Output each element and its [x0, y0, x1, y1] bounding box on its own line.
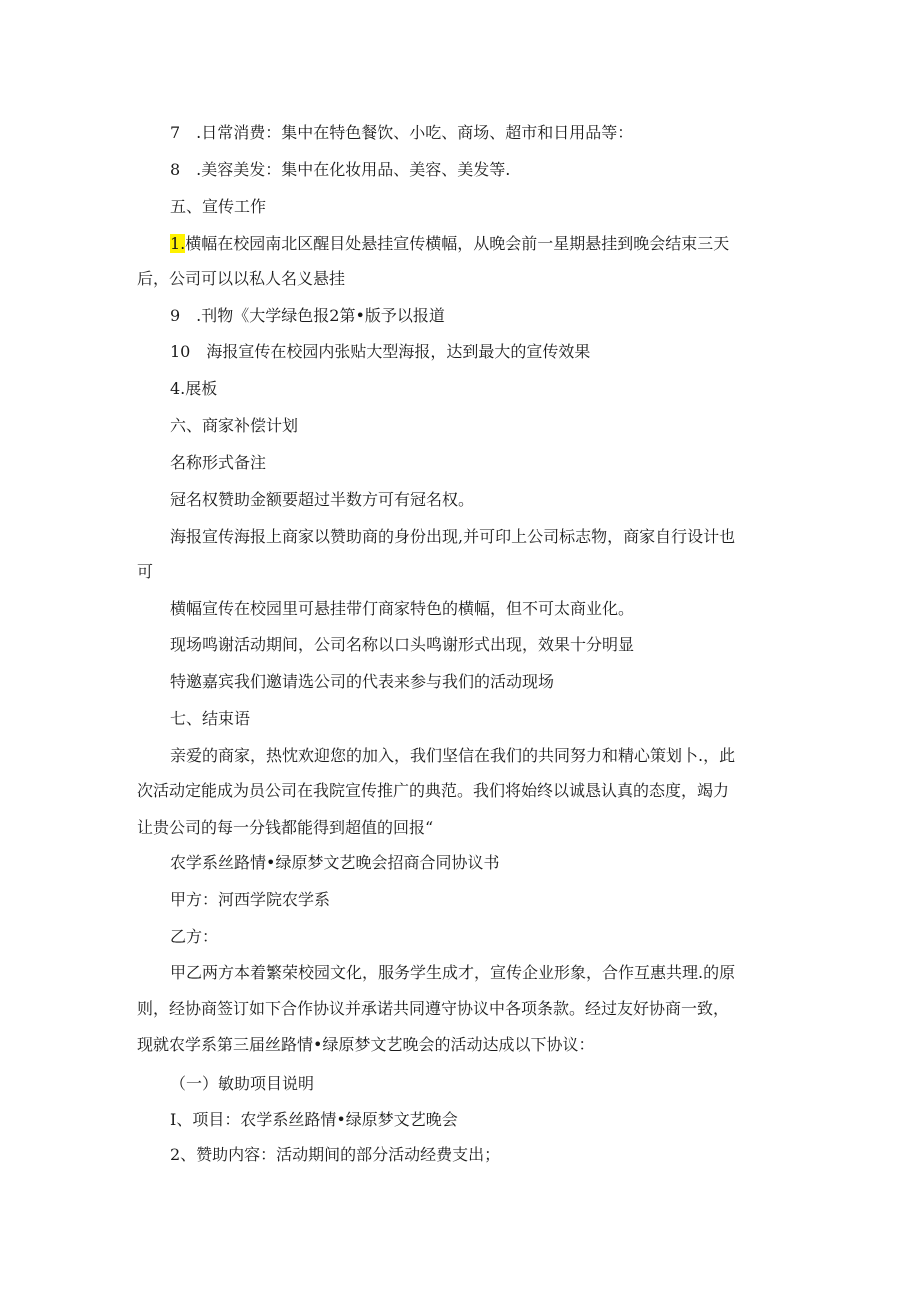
- party-b: 乙方：: [170, 927, 219, 946]
- text-line-conclusion-1: 亲爱的商家，热忱欢迎您的加入，我们坚信在我们的共同努力和精心策划卜.，此: [170, 746, 736, 765]
- subsection-heading-sponsorship: （一）敏助项目说明: [170, 1074, 315, 1093]
- text-line-agreement-1: 甲乙两方本着繁荣校园文化，服务学生成才，宣传企业形象，合作互惠共理.的原: [170, 963, 736, 982]
- text-line-poster: 10 海报宣传在校园内张贴大型海报，达到最大的宣传效果: [170, 342, 591, 361]
- text-line-agreement-3: 现就农学系第三届丝路情•绿原梦文艺晚会的活动达成以下协议：: [137, 1035, 595, 1054]
- text-line-naming-rights: 冠名权赞助金额要超过半数方可有冠名权。: [170, 490, 475, 509]
- text-line-poster-promo-cont: 可: [137, 562, 154, 581]
- text-line-poster-promo: 海报宣传海报上商家以赞助商的身份出现,并可印上公司标志物，商家自行设计也: [170, 527, 736, 546]
- text-line-beauty: 8 .美容美发：集中在化妆用品、美容、美发等.: [170, 160, 511, 179]
- text-line-sponsor-content: 2、赞助内容：活动期间的部分活动经费支出；: [170, 1145, 501, 1164]
- text-line-agreement-2: 则，经协商签订如下合作协议并承诺共同遵守协议中各项条款。经过友好协商一致，: [137, 999, 730, 1018]
- text-line-consumption: 7 .日常消费：集中在特色餐饮、小吃、商场、超市和日用品等：: [170, 123, 634, 142]
- text-line-banner: 1.横幅在校园南北区醒目处悬挂宣传横幅，从晚会前一星期悬挂到晚会结束三天: [170, 234, 730, 253]
- highlight-mark: 1.: [170, 234, 186, 253]
- text-line-guest: 特邀嘉宾我们邀请选公司的代表来参与我们的活动现场: [170, 672, 555, 691]
- text-line-project: I、项目：农学系丝路情•绿原梦文艺晚会: [170, 1110, 458, 1129]
- contract-title: 农学系丝路情•绿原梦文艺晚会招商合同协议书: [170, 853, 500, 872]
- party-a: 甲方：河西学院农学系: [170, 890, 331, 909]
- text-line-conclusion-2: 次活动定能成为员公司在我院宣传推广的典范。我们将始终以诚恳认真的态度，竭力: [137, 781, 730, 800]
- text-line-banner-promo: 横幅宣传在校园里可悬挂带仃商家特色的横幅，但不可太商业化。: [170, 599, 635, 618]
- text-line-acknowledgement: 现场鸣谢活动期间，公司名称以口头鸣谢形式出现，效果十分明显: [170, 635, 635, 654]
- text-line-publication: 9 .刊物《大学绿色报2第•版予以报道: [170, 306, 445, 325]
- text-line-conclusion-3: 让贵公司的每一分钱都能得到超值的回报“: [137, 818, 434, 837]
- text-line-table-header: 名称形式备注: [170, 453, 267, 472]
- section-heading-publicity: 五、宣传工作: [170, 197, 267, 216]
- section-heading-conclusion: 七、结束语: [170, 709, 251, 728]
- text-line-banner-cont: 后，公司可以以私人名义悬挂: [137, 269, 346, 288]
- section-heading-compensation: 六、商家补偿计划: [170, 416, 299, 435]
- text-line-display-board: 4.展板: [170, 379, 218, 398]
